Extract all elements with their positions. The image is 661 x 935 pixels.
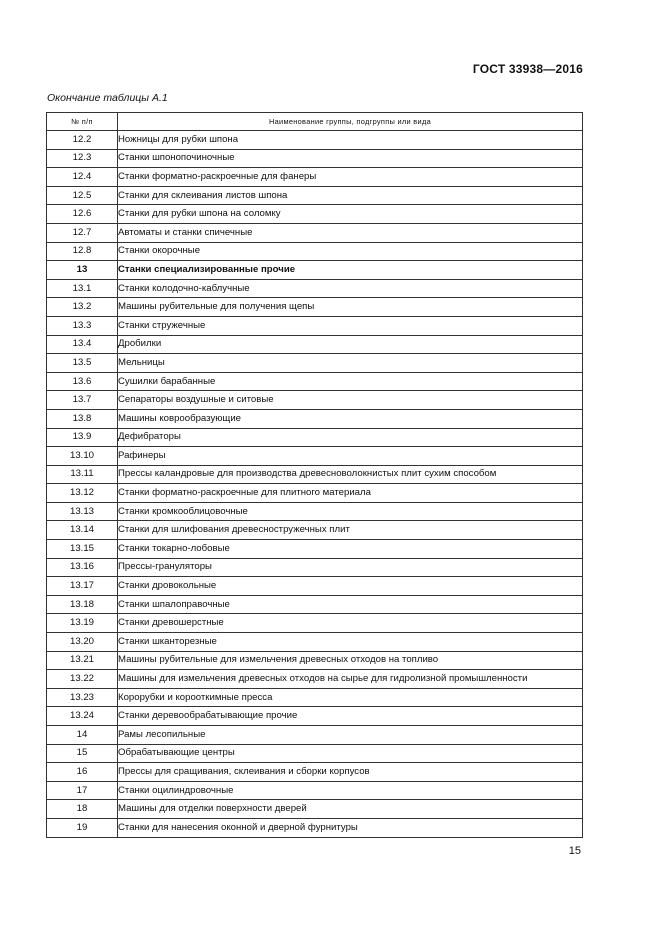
row-number-cell: 12.7 [47,223,118,242]
table-row [47,633,583,652]
row-name-cell: Станки для нанесения оконной и дверной фурнитуры [118,818,583,837]
table-row [47,279,583,298]
table-row [47,726,583,745]
row-name-cell: Станки дровокольные [118,577,583,596]
row-name-cell: Машины коврообразующие [118,409,583,428]
row-number-cell: 13 [47,261,118,280]
table-row [47,149,583,168]
row-name-cell: Корорубки и корооткимные пресса [118,688,583,707]
row-name-cell: Станки стружечные [118,316,583,335]
row-number-cell: 17 [47,781,118,800]
row-name-cell: Прессы каландровые для производства древесноволокнистых плит сухим способом [118,465,583,484]
table-row [47,614,583,633]
row-name-cell: Станки шпалоправочные [118,595,583,614]
row-number-cell: 13.8 [47,409,118,428]
table-row [47,707,583,726]
table-row [47,428,583,447]
row-name-cell: Станки кромкооблицовочные [118,502,583,521]
page-number: 15 [568,845,581,857]
row-name-cell: Станки форматно-раскроечные для плитного материала [118,484,583,503]
table-row [47,521,583,540]
row-number-cell: 13.13 [47,502,118,521]
row-number-cell: 13.19 [47,614,118,633]
row-name-cell: Машины рубительные для получения щепы [118,298,583,317]
table-body [47,131,583,838]
row-name-cell: Машины для отделки поверхности дверей [118,800,583,819]
document-code: ГОСТ 33938—2016 [472,62,583,76]
row-number-cell: 13.14 [47,521,118,540]
table-row [47,409,583,428]
row-number-cell: 13.3 [47,316,118,335]
column-header-name: Наименование группы, подгруппы или вида [118,113,583,131]
row-number-cell: 13.2 [47,298,118,317]
row-number-cell: 13.7 [47,391,118,410]
row-number-cell: 14 [47,726,118,745]
row-name-cell: Автоматы и станки спичечные [118,223,583,242]
table-row [47,391,583,410]
table-row [47,595,583,614]
row-name-cell: Станки специализированные прочие [118,261,583,280]
table-row [47,131,583,150]
row-number-cell: 13.5 [47,354,118,373]
row-number-cell: 13.18 [47,595,118,614]
table-row [47,744,583,763]
row-name-cell: Станки древошерстные [118,614,583,633]
row-name-cell: Станки колодочно-каблучные [118,279,583,298]
table-row [47,577,583,596]
table-row-group [47,261,583,280]
row-number-cell: 19 [47,818,118,837]
row-number-cell: 13.9 [47,428,118,447]
row-name-cell: Прессы-грануляторы [118,558,583,577]
row-number-cell: 12.4 [47,168,118,187]
row-number-cell: 15 [47,744,118,763]
table-row [47,763,583,782]
table-row [47,168,583,187]
row-number-cell: 13.1 [47,279,118,298]
table-row [47,242,583,261]
table-row [47,354,583,373]
row-name-cell: Дробилки [118,335,583,354]
row-name-cell: Станки для склеивания листов шпона [118,186,583,205]
row-name-cell: Станки для шлифования древесностружечных плит [118,521,583,540]
row-number-cell: 13.21 [47,651,118,670]
table-row [47,688,583,707]
row-name-cell: Обрабатывающие центры [118,744,583,763]
row-name-cell: Прессы для сращивания, склеивания и сборки корпусов [118,763,583,782]
row-name-cell: Дефибраторы [118,428,583,447]
table-row [47,223,583,242]
table-row [47,818,583,837]
table-row [47,316,583,335]
row-number-cell: 13.6 [47,372,118,391]
row-name-cell: Мельницы [118,354,583,373]
row-number-cell: 13.4 [47,335,118,354]
table-row [47,465,583,484]
row-number-cell: 12.8 [47,242,118,261]
table-row [47,781,583,800]
row-number-cell: 12.2 [47,131,118,150]
row-number-cell: 18 [47,800,118,819]
table-row [47,298,583,317]
table-row [47,372,583,391]
table-row [47,335,583,354]
row-number-cell: 16 [47,763,118,782]
row-number-cell: 13.10 [47,447,118,466]
table-row [47,670,583,689]
table-row [47,540,583,559]
row-name-cell: Станки форматно-раскроечные для фанеры [118,168,583,187]
row-name-cell: Сушилки барабанные [118,372,583,391]
table-row [47,205,583,224]
row-name-cell: Станки деревообрабатывающие прочие [118,707,583,726]
row-name-cell: Рамы лесопильные [118,726,583,745]
row-number-cell: 13.16 [47,558,118,577]
row-name-cell: Машины для измельчения древесных отходов на сырье для гидролизной промышленности [118,670,583,689]
row-number-cell: 12.5 [47,186,118,205]
row-number-cell: 13.15 [47,540,118,559]
row-number-cell: 13.12 [47,484,118,503]
table-caption: Окончание таблицы А.1 [47,92,168,104]
row-number-cell: 13.23 [47,688,118,707]
row-number-cell: 12.3 [47,149,118,168]
row-name-cell: Рафинеры [118,447,583,466]
row-name-cell: Станки для рубки шпона на соломку [118,205,583,224]
table-row [47,186,583,205]
row-name-cell: Станки шканторезные [118,633,583,652]
table-row [47,800,583,819]
row-name-cell: Станки окорочные [118,242,583,261]
table-row [47,651,583,670]
row-number-cell: 13.24 [47,707,118,726]
table-row [47,447,583,466]
row-name-cell: Станки оцилиндровочные [118,781,583,800]
row-name-cell: Машины рубительные для измельчения древесных отходов на топливо [118,651,583,670]
classification-table [46,112,583,838]
column-header-number: № п/п [47,113,118,131]
row-number-cell: 13.20 [47,633,118,652]
table-header-row [47,113,583,131]
row-name-cell: Сепараторы воздушные и ситовые [118,391,583,410]
row-name-cell: Станки токарно-лобовые [118,540,583,559]
table-row [47,502,583,521]
row-name-cell: Ножницы для рубки шпона [118,131,583,150]
row-number-cell: 13.17 [47,577,118,596]
table-row [47,558,583,577]
row-number-cell: 13.22 [47,670,118,689]
row-number-cell: 13.11 [47,465,118,484]
table-row [47,484,583,503]
row-name-cell: Станки шпонопочиночные [118,149,583,168]
row-number-cell: 12.6 [47,205,118,224]
